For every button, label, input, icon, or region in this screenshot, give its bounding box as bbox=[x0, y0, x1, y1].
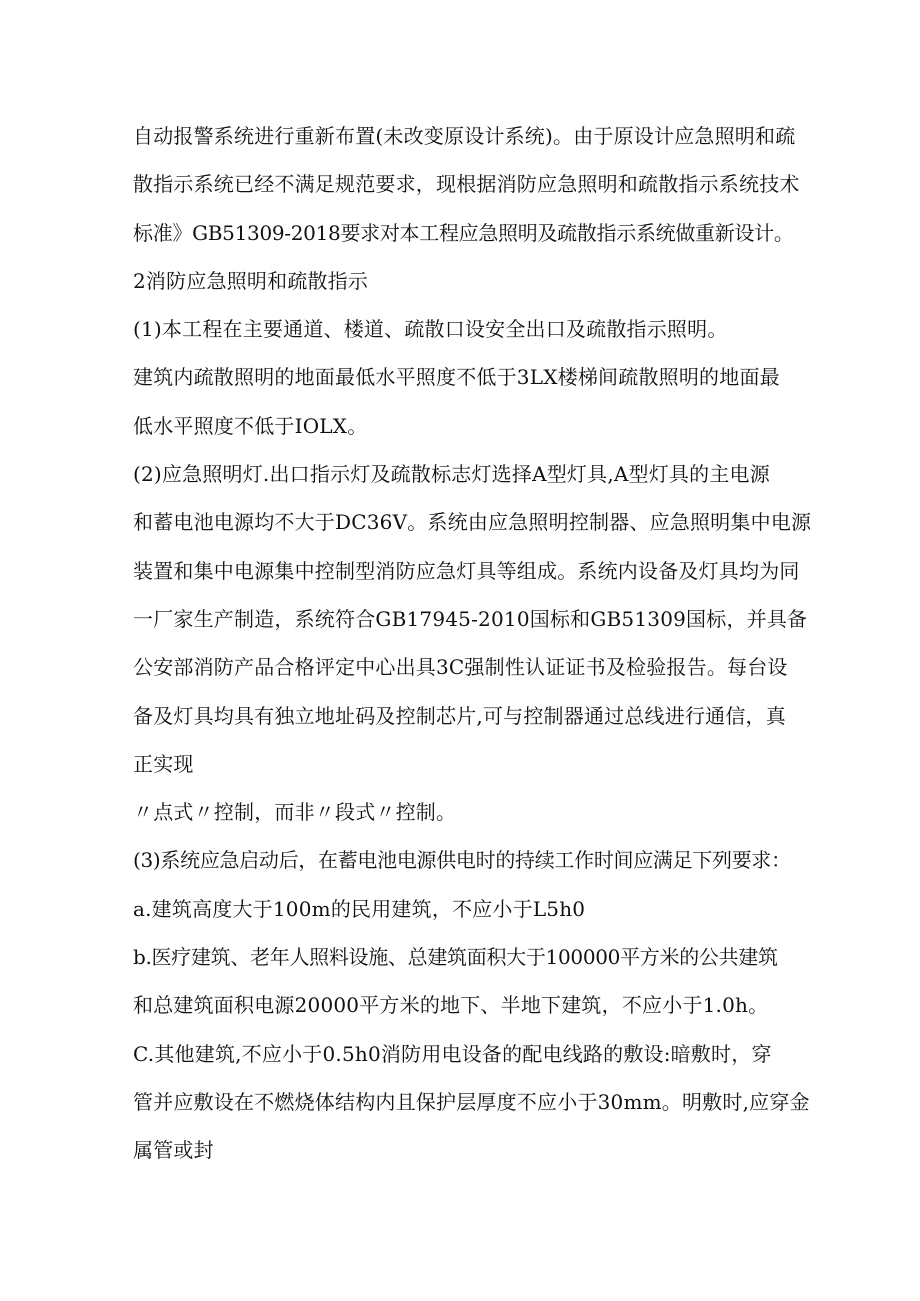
text-line-14: 正实现 bbox=[133, 751, 194, 776]
text-line-18: b.医疗建筑、老年人照料设施、总建筑面积大于100000平方米的公共建筑 bbox=[133, 945, 778, 970]
text-line-11: 一厂家生产制造，系统符合GB17945-2010国标和GB51309国标，并具备 bbox=[133, 606, 808, 631]
text-line-13: 备及灯具均具有独立地址码及控制芯片,可与控制器通过总线进行通信，真 bbox=[133, 703, 786, 728]
text-line-12: 公安部消防产品合格评定中心出具3C强制性认证证书及检验报告。每台设 bbox=[133, 655, 788, 680]
text-line-19: 和总建筑面积电源20000平方米的地下、半地下建筑，不应小于1.0h。 bbox=[133, 993, 769, 1018]
text-line-22: 属管或封 bbox=[133, 1138, 214, 1163]
text-line-9: 和蓄电池电源均不大于DC36V。系统由应急照明控制器、应急照明集中电源 bbox=[133, 510, 812, 535]
text-line-15: 〃点式〃控制，而非〃段式〃控制。 bbox=[133, 800, 457, 825]
section-heading: 2消防应急照明和疏散指示 bbox=[133, 268, 369, 293]
text-line-7: 低水平照度不低于IOLX。 bbox=[133, 413, 368, 438]
body-text bbox=[133, 112, 813, 1175]
text-line-5: (1)本工程在主要通道、楼道、疏散口设安全出口及疏散指示照明。 bbox=[133, 317, 728, 342]
text-line-6: 建筑内疏散照明的地面最低水平照度不低于3LX楼梯间疏散照明的地面最 bbox=[133, 365, 780, 390]
text-line-20: C.其他建筑,不应小于0.5h0消防用电设备的配电线路的敷设:暗敷时，穿 bbox=[133, 1041, 772, 1066]
text-line-10: 装置和集中电源集中控制型消防应急灯具等组成。系统内设备及灯具均为同 bbox=[133, 558, 800, 583]
text-line-21: 管并应敷设在不燃烧体结构内且保护层厚度不应小于30mm。明敷时,应穿金 bbox=[133, 1089, 810, 1114]
text-line-16: (3)系统应急启动后，在蓄电池电源供电时的持续工作时间应满足下列要求： bbox=[133, 848, 791, 873]
text-line-2: 散指示系统已经不满足规范要求，现根据消防应急照明和疏散指示系统技术 bbox=[133, 172, 800, 197]
text-line-17: a.建筑高度大于100m的民用建筑，不应小于L5h0 bbox=[133, 896, 586, 921]
text-line-8: (2)应急照明灯.出口指示灯及疏散标志灯选择A型灯具,A型灯具的主电源 bbox=[133, 462, 770, 487]
text-line-3: 标准》GB51309-2018要求对本工程应急照明及疏散指示系统做重新设计。 bbox=[133, 220, 794, 245]
text-line-1: 自动报警系统进行重新布置(未改变原设计系统)。由于原设计应急照明和疏 bbox=[133, 124, 796, 148]
